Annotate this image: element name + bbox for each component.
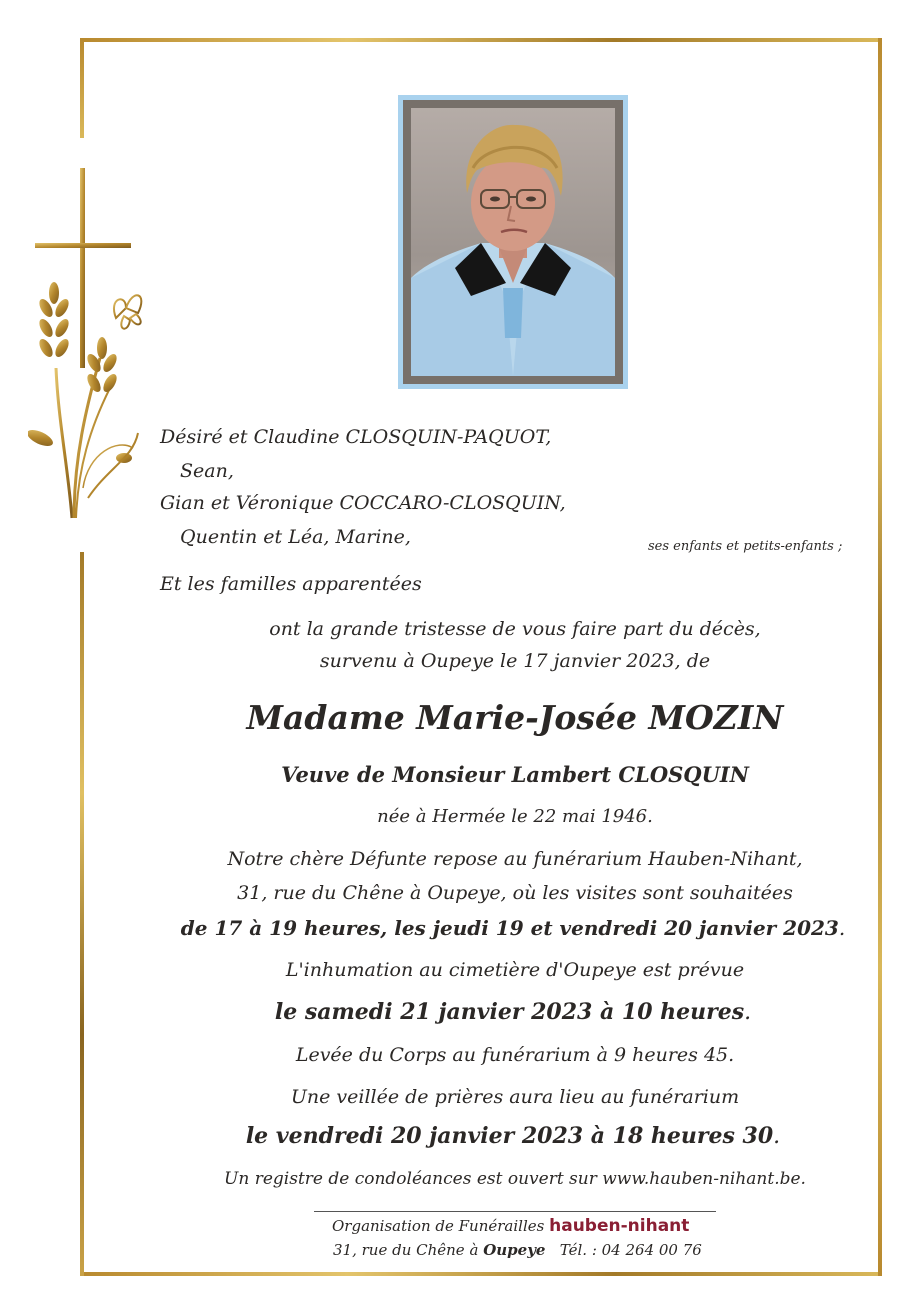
rest-line-2: 31, rue du Chêne à Oupeye, où les visites sont souhaitées — [237, 882, 793, 904]
family-line-3: Gian et Véronique COCCARO-CLOSQUIN, — [160, 492, 566, 514]
portrait-figure — [411, 108, 615, 376]
announcement-line-1: ont la grande tristesse de vous faire part du décès, — [269, 618, 761, 640]
family-line-4: Quentin et Léa, Marine, — [180, 526, 411, 548]
footer-org-label: Organisation de Funérailles — [332, 1217, 545, 1235]
widow-of: Veuve de Monsieur Lambert CLOSQUIN — [281, 762, 749, 787]
vigil-date-line — [0, 1123, 918, 1149]
frame-top-border — [80, 38, 882, 42]
brand-logo: hauben-nihant — [549, 1216, 690, 1236]
frame-bottom-border — [80, 1272, 882, 1276]
cross-wheat-butterfly-icon — [28, 168, 148, 528]
birth-info: née à Hermée le 22 mai 1946. — [377, 806, 653, 827]
condolence-registry: Un registre de condoléances est ouvert sur www.hauben-nihant.be. — [224, 1169, 806, 1189]
footer-org-line — [332, 1216, 689, 1236]
vigil-intro: Une veillée de prières aura lieu au funérarium — [290, 1086, 740, 1108]
footer-address: 31, rue du Chêne à — [333, 1241, 479, 1259]
footer-city: Oupeye — [483, 1241, 546, 1259]
deceased-name: Madame Marie-Josée MOZIN — [246, 698, 784, 737]
announcement-line-2: survenu à Oupeye le 17 janvier 2023, de — [319, 650, 711, 672]
photo-image — [411, 108, 615, 376]
photo-frame — [403, 100, 623, 384]
visits-line — [0, 916, 918, 940]
burial-period: . — [744, 1000, 752, 1025]
family-relation: ses enfants et petits-enfants ; — [648, 539, 843, 554]
portrait-photo — [398, 95, 628, 389]
visits-period: . — [838, 916, 846, 940]
burial-date: le samedi 21 janvier 2023 à 10 heures — [274, 999, 745, 1025]
rest-line-1: Notre chère Défunte repose au funérarium Hauben-Nihant, — [227, 848, 803, 870]
frame-left-border-upper — [80, 38, 84, 138]
vigil-period: . — [773, 1124, 781, 1149]
levee-line: Levée du Corps au funérarium à 9 heures 45. — [295, 1044, 735, 1066]
visits-text: de 17 à 19 heures, les jeudi 19 et vendredi 20 janvier 2023 — [180, 916, 839, 940]
footer-divider — [314, 1211, 716, 1212]
burial-intro: L'inhumation au cimetière d'Oupeye est prévue — [285, 959, 745, 981]
family-line-5: Et les familles apparentées — [160, 573, 422, 595]
footer-address-line — [333, 1241, 702, 1259]
vigil-date: le vendredi 20 janvier 2023 à 18 heures 30 — [245, 1123, 774, 1149]
burial-date-line — [0, 999, 918, 1025]
family-line-1: Désiré et Claudine CLOSQUIN-PAQUOT, — [160, 426, 552, 448]
family-line-2: Sean, — [180, 460, 234, 482]
footer-phone: Tél. : 04 264 00 76 — [559, 1241, 702, 1259]
